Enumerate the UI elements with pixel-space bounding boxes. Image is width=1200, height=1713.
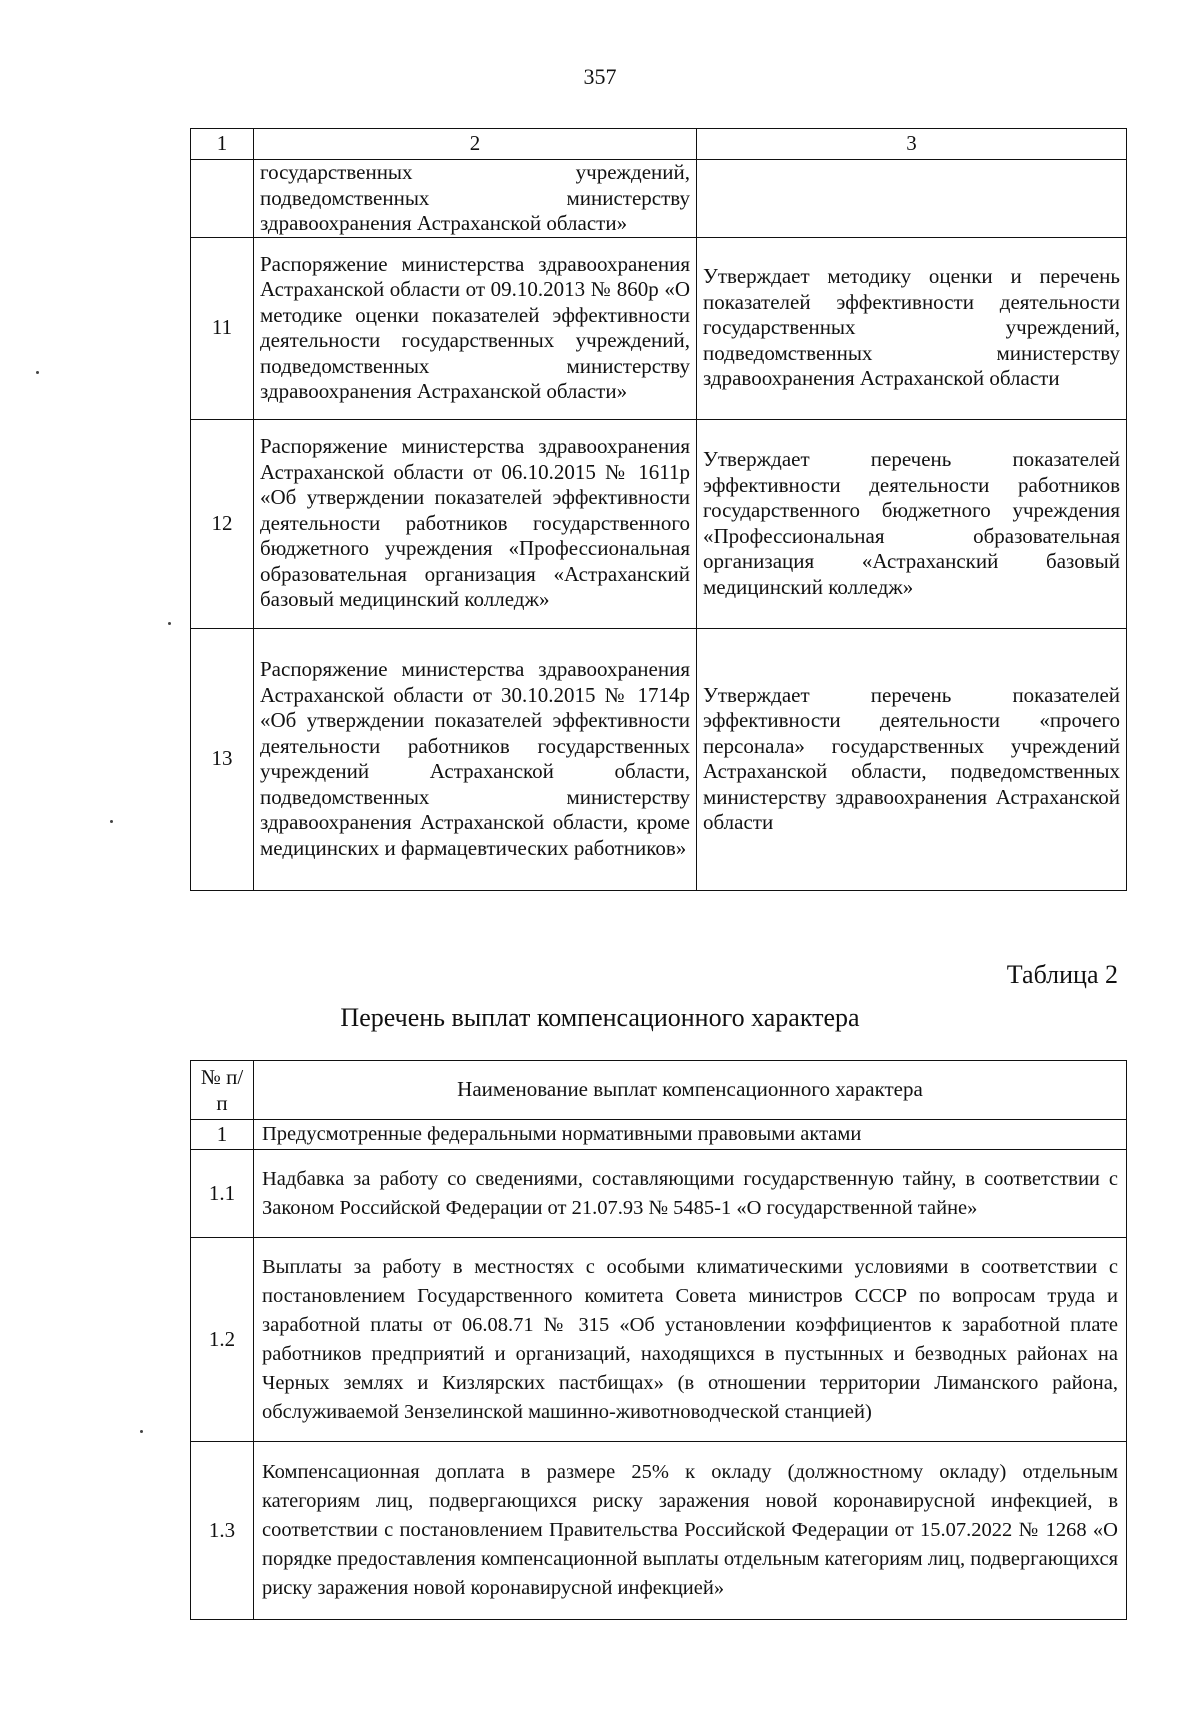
row-number xyxy=(191,160,254,238)
table-row xyxy=(191,1442,1127,1620)
regulations-table xyxy=(190,128,1127,891)
table-row xyxy=(191,160,1127,238)
document-cell: Распоряжение министерства здравоохранения Астраханской области от 06.10.2015 № 1611р «Об утверждении показателей эффективности деятельности работников государственного бюджетного учреждения «Профессиональная образовательная организация «Астраханский базовый медицинский колледж» xyxy=(254,419,697,628)
description-cell: Утверждает перечень показателей эффективности деятельности «прочего персонала» государственных учреждений Астраханской области, подведомственных министерству здравоохранения Астраханской области xyxy=(697,628,1127,890)
row-number: 11 xyxy=(191,237,254,419)
header-name: Наименование выплат компенсационного характера xyxy=(254,1061,1127,1120)
row-number: 1 xyxy=(191,1120,254,1150)
payment-text: Надбавка за работу со сведениями, составляющими государственную тайну, в соответствии с Законом Российской Федерации от 21.07.93 № 5485-1 «О государственной тайне» xyxy=(254,1150,1127,1238)
table-row xyxy=(191,628,1127,890)
header-number: № п/п xyxy=(191,1061,254,1120)
table-title: Перечень выплат компенсационного характера xyxy=(340,1003,860,1032)
table-row xyxy=(191,1150,1127,1238)
description-cell xyxy=(697,160,1127,238)
scan-speck xyxy=(140,1430,143,1433)
scan-speck xyxy=(168,622,171,625)
table-header-row xyxy=(191,1061,1127,1120)
document-cell: Распоряжение министерства здравоохранения Астраханской области от 09.10.2013 № 860р «О методике оценки показателей эффективности деятельности государственных учреждений, подведомственных министерству здравоохранения Астраханской области» xyxy=(254,237,697,419)
description-cell: Утверждает перечень показателей эффективности деятельности работников государственного бюджетного учреждения «Профессиональная образовательная организация «Астраханский базовый медицинский колледж» xyxy=(697,419,1127,628)
row-number: 1.1 xyxy=(191,1150,254,1238)
scan-speck xyxy=(110,820,113,823)
row-number: 12 xyxy=(191,419,254,628)
table-row xyxy=(191,1120,1127,1150)
row-number: 1.2 xyxy=(191,1238,254,1442)
row-number: 1.3 xyxy=(191,1442,254,1620)
document-cell: Распоряжение министерства здравоохранения Астраханской области от 30.10.2015 № 1714р «Об утверждении показателей эффективности деятельности работников государственных учреждений Астраханской области, подведомственных министерству здравоохранения Астраханской области, кроме медицинских и фармацевтических работников» xyxy=(254,628,697,890)
table-header-row xyxy=(191,129,1127,160)
column-number-2: 2 xyxy=(254,129,697,160)
payment-text: Выплаты за работу в местностях с особыми климатическими условиями в соответствии с постановлением Государственного комитета Совета министров СССР по вопросам труда и заработной платы от 06.08.71 № 315 «Об установлении коэффициентов к заработной плате работников предприятий и организаций, находящихся в пустынных и безводных районах на Черных землях и Кизлярских пастбищах» (в отношении территории Лиманского района, обслуживаемой Зензелинской машинно-животноводческой станцией) xyxy=(254,1238,1127,1442)
table-row xyxy=(191,419,1127,628)
column-number-3: 3 xyxy=(697,129,1127,160)
description-cell: Утверждает методику оценки и перечень показателей эффективности деятельности государственных учреждений, подведомственных министерству здравоохранения Астраханской области xyxy=(697,237,1127,419)
payment-text: Предусмотренные федеральными нормативными правовыми актами xyxy=(254,1120,1127,1150)
table-label: Таблица 2 xyxy=(1006,960,1118,989)
page-number: 357 xyxy=(583,64,617,89)
table-row xyxy=(191,237,1127,419)
payment-text: Компенсационная доплата в размере 25% к окладу (должностному окладу) отдельным категориям лиц, подвергающихся риску заражения новой коронавирусной инфекцией, в соответствии с постановлением Правительства Российской Федерации от 15.07.2022 № 1268 «О порядке предоставления компенсационной выплаты отдельным категориям лиц, подвергающихся риску заражения новой коронавирусной инфекцией» xyxy=(254,1442,1127,1620)
column-number-1: 1 xyxy=(191,129,254,160)
scan-speck xyxy=(36,371,39,374)
document-cell: государственных учреждений, подведомственных министерству здравоохранения Астраханской области» xyxy=(254,160,697,238)
row-number: 13 xyxy=(191,628,254,890)
compensation-payments-table xyxy=(190,1060,1127,1620)
table-row xyxy=(191,1238,1127,1442)
